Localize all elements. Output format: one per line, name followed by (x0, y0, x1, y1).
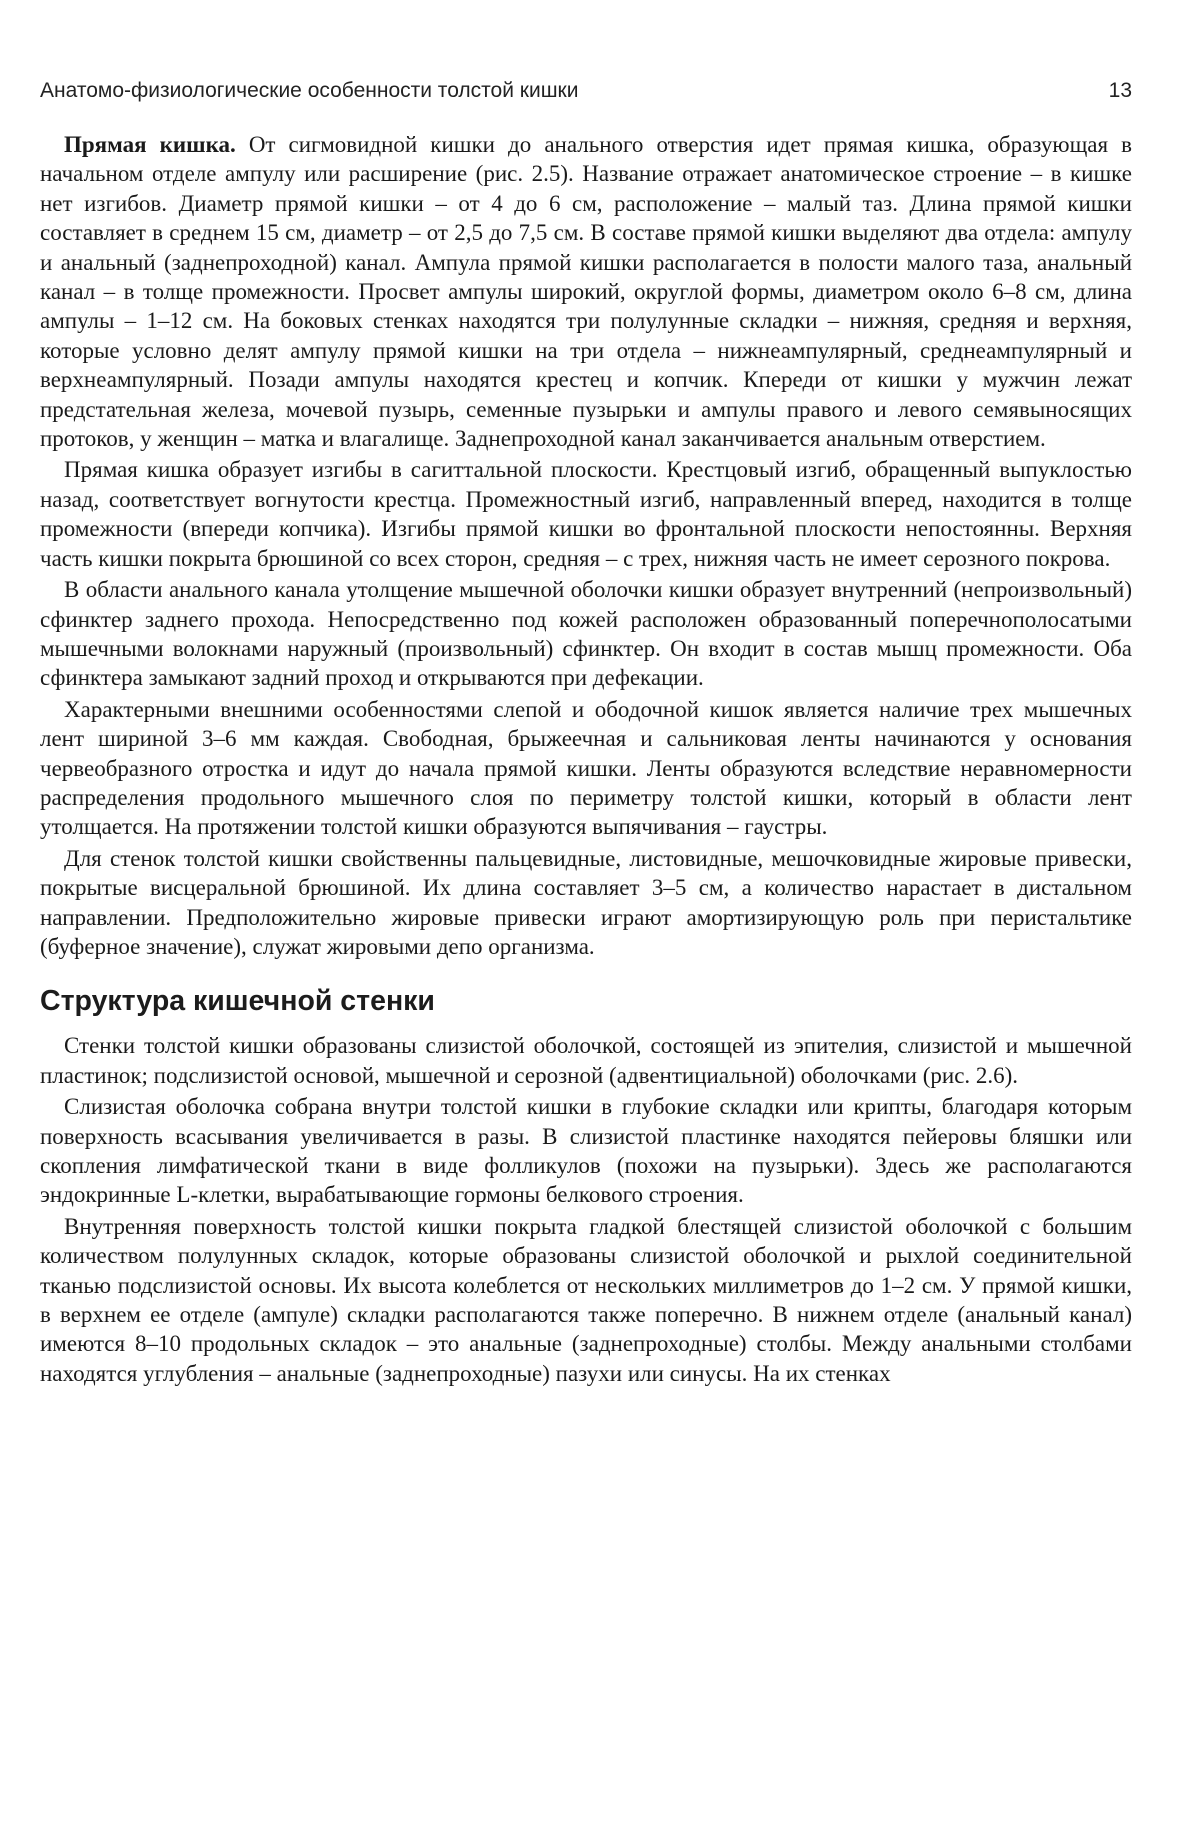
paragraph: Для стенок толстой кишки свойственны пальцевидные, листовидные, мешочковидные жировые привески, покрытые висцеральной брюшиной. Их длина составляет 3–5 см, а количество нарастает в дистальном направлении. Предположительно жировые привески играют амортизирующую роль при перистальтике (буферное значение), служат жировыми депо организма. (40, 845, 1132, 959)
paragraph: Слизистая оболочка собрана внутри толстой кишки в глубокие складки или крипты, благодаря которым поверхность всасывания увеличивается в разы. В слизистой пластинке находятся пейеровы бляшки или скопления лимфатической ткани в виде фолликулов (похожи на пузырьки). Здесь же располагаются эндокринные L-клетки, вырабатывающие гормоны белкового строения. (40, 1094, 1132, 1208)
run-in-heading: Прямая кишка. (64, 132, 236, 157)
paragraph: Характерными внешними особенностями слепой и ободочной кишок является наличие трех мышечных лент шириной 3–6 мм каждая. Свободная, брыжеечная и сальниковая ленты начинаются у основания червеобразного отростка и идут до начала прямой кишки. Ленты образуются вследствие неравномерности распределения продольного мышечного слоя по периметру толстой кишки, который в области лент утолщается. На протяжении толстой кишки образуются выпячивания – гаустры. (40, 696, 1132, 840)
paragraph: Прямая кишка образует изгибы в сагиттальной плоскости. Крестцовый изгиб, обращенный выпуклостью назад, соответствует вогнутости крестца. Промежностный изгиб, направленный вперед, находится в толще промежности (впереди копчика). Изгибы прямой кишки во фронтальной плоскости непостоянны. Верхняя часть кишки покрыта брюшиной со всех сторон, средняя – с трех, нижняя часть не имеет серозного покрова. (40, 457, 1132, 571)
paragraph-text: От сигмовидной кишки до анального отверстия идет прямая кишка, образующая в начальном отделе ампулу или расширение (рис. 2.5). Название отражает анатомическое строение – в кишке нет изгибов. Диаметр прямой кишки – от 4 до 6 см, расположение – малый таз. Длина прямой кишки составляет в среднем 15 см, диаметр – от 2,5 до 7,5 см. В составе прямой кишки выделяют два отдела: ампулу и анальный (заднепроходной) канал. Ампула прямой кишки располагается в полости малого таза, анальный канал – в толще промежности. Просвет ампулы широкий, округлой формы, диаметром около 6–8 см, длина ампулы – 1–12 см. На боковых стенках находятся три полулунные складки – нижняя, средняя и верхняя, которые условно делят ампулу прямой кишки на три отдела – нижнеампулярный, среднеампулярный и верхнеампулярный. Позади ампулы находятся крестец и копчик. Кпереди от кишки у мужчин лежат предстательная железа, мочевой пузырь, семенные пузырьки и ампулы правого и левого семявыносящих протоков, у женщин – матка и влагалище. Заднепроходной канал заканчивается анальным отверстием. (40, 132, 1133, 452)
section-heading: Структура кишечной стенки (40, 985, 435, 1018)
book-page (40, 0, 1132, 1823)
paragraph: Стенки толстой кишки образованы слизистой оболочкой, состоящей из эпителия, слизистой и мышечной пластинок; подслизистой основой, мышечной и серозной (адвентициальной) оболочками (рис. 2.6). (40, 1033, 1132, 1088)
running-title: Анатомо-физиологические особенности толстой кишки (40, 79, 579, 102)
paragraph: Внутренняя поверхность толстой кишки покрыта гладкой блестящей слизистой оболочкой с большим количеством полулунных складок, которые образованы слизистой оболочкой и рыхлой соединительной тканью подслизистой основы. Их высота колеблется от нескольких миллиметров до 1–2 см. У прямой кишки, в верхнем ее отделе (ампуле) складки располагаются также поперечно. В нижнем отделе (анальный канал) имеются 8–10 продольных складок – это анальные (заднепроходные) столбы. Между анальными столбами находятся углубления – анальные (заднепроходные) пазухи или синусы. На их стенках (40, 1213, 1132, 1386)
paragraph (40, 130, 1132, 453)
paragraph: В области анального канала утолщение мышечной оболочки кишки образует внутренний (непроизвольный) сфинктер заднего прохода. Непосредственно под кожей расположен образованный поперечнополосатыми мышечными волокнами наружный (произвольный) сфинктер. Он входит в состав мышц промежности. Оба сфинктера замыкают задний проход и открываются при дефекации. (40, 577, 1132, 691)
page-number: 13 (1108, 79, 1132, 102)
body-text (40, 130, 1132, 1390)
running-head (40, 78, 1132, 104)
